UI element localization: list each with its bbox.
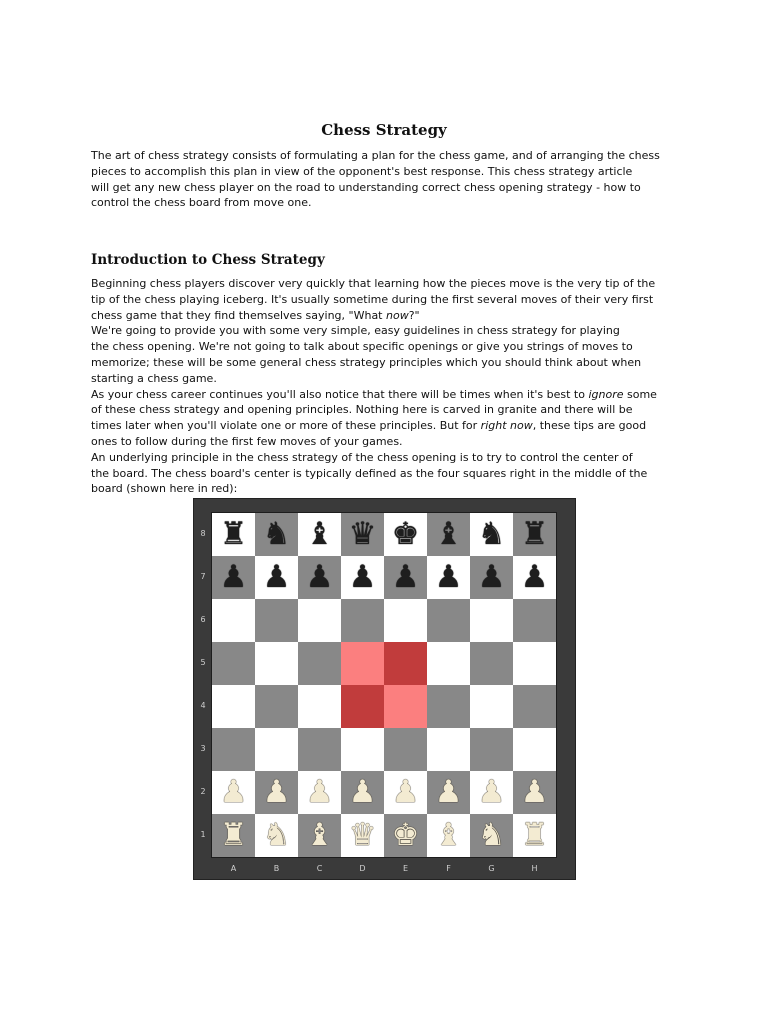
black-queen-icon: ♛ xyxy=(348,516,377,552)
square-c4 xyxy=(298,685,341,728)
body-line xyxy=(91,292,691,308)
body-line xyxy=(91,323,691,339)
intro-line: The art of chess strategy consists of formulating a plan for the chess game, and of arranging the chess xyxy=(91,149,660,162)
square-a6 xyxy=(212,599,255,642)
chess-board xyxy=(212,513,556,857)
intro-line: will get any new chess player on the road to understanding correct chess opening strategy - how to xyxy=(91,180,641,194)
body-text-segment: ?" xyxy=(408,308,420,322)
white-king-icon: ♚ xyxy=(391,817,420,853)
square-h3 xyxy=(513,728,556,771)
body-line xyxy=(91,276,691,292)
white-pawn-icon: ♟ xyxy=(262,774,291,810)
square-b7 xyxy=(255,556,298,599)
square-g2 xyxy=(470,771,513,814)
file-label: F xyxy=(446,864,451,873)
square-c7 xyxy=(298,556,341,599)
square-h6 xyxy=(513,599,556,642)
body-text xyxy=(91,276,691,497)
square-h1 xyxy=(513,814,556,857)
black-pawn-icon: ♟ xyxy=(305,559,334,595)
square-g4 xyxy=(470,685,513,728)
body-line xyxy=(91,434,691,450)
body-text-segment: the chess opening. We're not going to talk about specific openings or give you strings of moves to xyxy=(91,340,633,354)
black-pawn-icon: ♟ xyxy=(520,559,549,595)
square-e1 xyxy=(384,814,427,857)
body-text-segment: of these chess strategy and opening principles. Nothing here is carved in granite and there will be xyxy=(91,403,633,417)
square-f6 xyxy=(427,599,470,642)
file-label: D xyxy=(359,864,366,873)
square-e8 xyxy=(384,513,427,556)
body-text-segment: We're going to provide you with some very simple, easy guidelines in chess strategy for playing xyxy=(91,324,620,338)
file-label: G xyxy=(488,864,495,873)
white-pawn-icon: ♟ xyxy=(434,774,463,810)
black-pawn-icon: ♟ xyxy=(262,559,291,595)
body-text-segment: some xyxy=(623,387,657,401)
rank-label: 5 xyxy=(200,658,206,667)
square-g1 xyxy=(470,814,513,857)
square-g5 xyxy=(470,642,513,685)
white-rook-icon: ♜ xyxy=(520,817,549,853)
body-text-segment: tip of the chess playing iceberg. It's usually sometime during the first several moves of their very first xyxy=(91,292,654,306)
white-pawn-icon: ♟ xyxy=(477,774,506,810)
body-line xyxy=(91,466,691,482)
square-a2 xyxy=(212,771,255,814)
body-line xyxy=(91,418,691,434)
white-pawn-icon: ♟ xyxy=(305,774,334,810)
rank-label: 8 xyxy=(200,529,206,538)
square-c1 xyxy=(298,814,341,857)
body-text-segment: An underlying principle in the chess strategy of the chess opening is to try to control the center of xyxy=(91,450,633,464)
file-label: A xyxy=(230,864,237,873)
square-b8 xyxy=(255,513,298,556)
square-a5 xyxy=(212,642,255,685)
rank-label: 3 xyxy=(200,744,206,753)
square-d4 xyxy=(341,685,384,728)
square-c2 xyxy=(298,771,341,814)
page-title: Chess Strategy xyxy=(321,121,447,139)
square-a3 xyxy=(212,728,255,771)
white-queen-icon: ♛ xyxy=(348,817,377,853)
black-pawn-icon: ♟ xyxy=(391,559,420,595)
black-bishop-icon: ♝ xyxy=(305,516,334,552)
body-text-segment: board (shown here in red): xyxy=(91,482,238,496)
white-pawn-icon: ♟ xyxy=(219,774,248,810)
black-pawn-icon: ♟ xyxy=(434,559,463,595)
rank-label: 6 xyxy=(200,615,206,624)
body-text-segment: memorize; these will be some general chess strategy principles which you should think about when xyxy=(91,355,642,369)
body-line xyxy=(91,371,691,387)
square-g7 xyxy=(470,556,513,599)
square-f8 xyxy=(427,513,470,556)
body-line xyxy=(91,481,691,497)
square-d3 xyxy=(341,728,384,771)
square-a8 xyxy=(212,513,255,556)
white-pawn-icon: ♟ xyxy=(520,774,549,810)
square-e5 xyxy=(384,642,427,685)
file-label: E xyxy=(402,864,409,873)
square-d6 xyxy=(341,599,384,642)
square-f5 xyxy=(427,642,470,685)
square-f7 xyxy=(427,556,470,599)
square-g3 xyxy=(470,728,513,771)
black-bishop-icon: ♝ xyxy=(434,516,463,552)
square-b6 xyxy=(255,599,298,642)
body-text-segment: the board. The chess board's center is typically defined as the four squares right in the middle of the xyxy=(91,466,648,480)
white-knight-icon: ♞ xyxy=(262,817,291,853)
square-h7 xyxy=(513,556,556,599)
square-f3 xyxy=(427,728,470,771)
square-a1 xyxy=(212,814,255,857)
body-text-segment: times later when you'll violate one or more of these principles. But for xyxy=(91,419,481,433)
section-heading: Introduction to Chess Strategy xyxy=(91,252,325,268)
rank-label: 2 xyxy=(200,787,206,796)
square-d8 xyxy=(341,513,384,556)
square-f1 xyxy=(427,814,470,857)
black-knight-icon: ♞ xyxy=(477,516,506,552)
white-pawn-icon: ♟ xyxy=(348,774,377,810)
black-pawn-icon: ♟ xyxy=(348,559,377,595)
rank-label: 4 xyxy=(200,701,206,710)
square-a4 xyxy=(212,685,255,728)
square-g8 xyxy=(470,513,513,556)
square-f4 xyxy=(427,685,470,728)
square-h4 xyxy=(513,685,556,728)
square-h5 xyxy=(513,642,556,685)
square-a7 xyxy=(212,556,255,599)
rank-label: 1 xyxy=(200,830,206,839)
intro-paragraph xyxy=(91,148,691,211)
square-g6 xyxy=(470,599,513,642)
square-h8 xyxy=(513,513,556,556)
body-line xyxy=(91,308,691,324)
square-e3 xyxy=(384,728,427,771)
body-line xyxy=(91,339,691,355)
body-line xyxy=(91,355,691,371)
square-e4 xyxy=(384,685,427,728)
square-f2 xyxy=(427,771,470,814)
square-d2 xyxy=(341,771,384,814)
body-line xyxy=(91,450,691,466)
file-label: C xyxy=(316,864,323,873)
white-bishop-icon: ♝ xyxy=(305,817,334,853)
square-e6 xyxy=(384,599,427,642)
square-c3 xyxy=(298,728,341,771)
black-rook-icon: ♜ xyxy=(520,516,549,552)
square-d1 xyxy=(341,814,384,857)
body-line xyxy=(91,402,691,418)
square-b3 xyxy=(255,728,298,771)
square-b4 xyxy=(255,685,298,728)
file-label: H xyxy=(531,864,538,873)
black-king-icon: ♚ xyxy=(391,516,420,552)
white-bishop-icon: ♝ xyxy=(434,817,463,853)
square-c8 xyxy=(298,513,341,556)
emphasis-text: ignore xyxy=(588,387,624,401)
square-b5 xyxy=(255,642,298,685)
emphasis-text: now xyxy=(386,308,409,322)
square-c6 xyxy=(298,599,341,642)
square-b1 xyxy=(255,814,298,857)
body-text-segment: chess game that they find themselves saying, "What xyxy=(91,308,386,322)
body-text-segment: ones to follow during the first few moves of your games. xyxy=(91,434,403,448)
black-pawn-icon: ♟ xyxy=(477,559,506,595)
emphasis-text: right now xyxy=(480,419,533,433)
file-label: B xyxy=(273,864,280,873)
white-pawn-icon: ♟ xyxy=(391,774,420,810)
intro-line: control the chess board from move one. xyxy=(91,196,312,210)
body-text-segment: As your chess career continues you'll also notice that there will be times when it's best to xyxy=(91,387,589,401)
body-line xyxy=(91,387,691,403)
white-knight-icon: ♞ xyxy=(477,817,506,853)
black-knight-icon: ♞ xyxy=(262,516,291,552)
square-e7 xyxy=(384,556,427,599)
rank-label: 7 xyxy=(200,572,206,581)
square-d5 xyxy=(341,642,384,685)
square-e2 xyxy=(384,771,427,814)
body-text-segment: Beginning chess players discover very quickly that learning how the pieces move is the very tip of the xyxy=(91,277,656,290)
black-pawn-icon: ♟ xyxy=(219,559,248,595)
black-rook-icon: ♜ xyxy=(219,516,248,552)
body-text-segment: starting a chess game. xyxy=(91,371,217,385)
square-h2 xyxy=(513,771,556,814)
white-rook-icon: ♜ xyxy=(219,817,248,853)
chess-board-frame xyxy=(193,498,576,880)
square-c5 xyxy=(298,642,341,685)
square-d7 xyxy=(341,556,384,599)
square-b2 xyxy=(255,771,298,814)
intro-line: pieces to accomplish this plan in view of the opponent's best response. This chess strategy article xyxy=(91,164,633,178)
body-text-segment: , these tips are good xyxy=(532,419,647,433)
